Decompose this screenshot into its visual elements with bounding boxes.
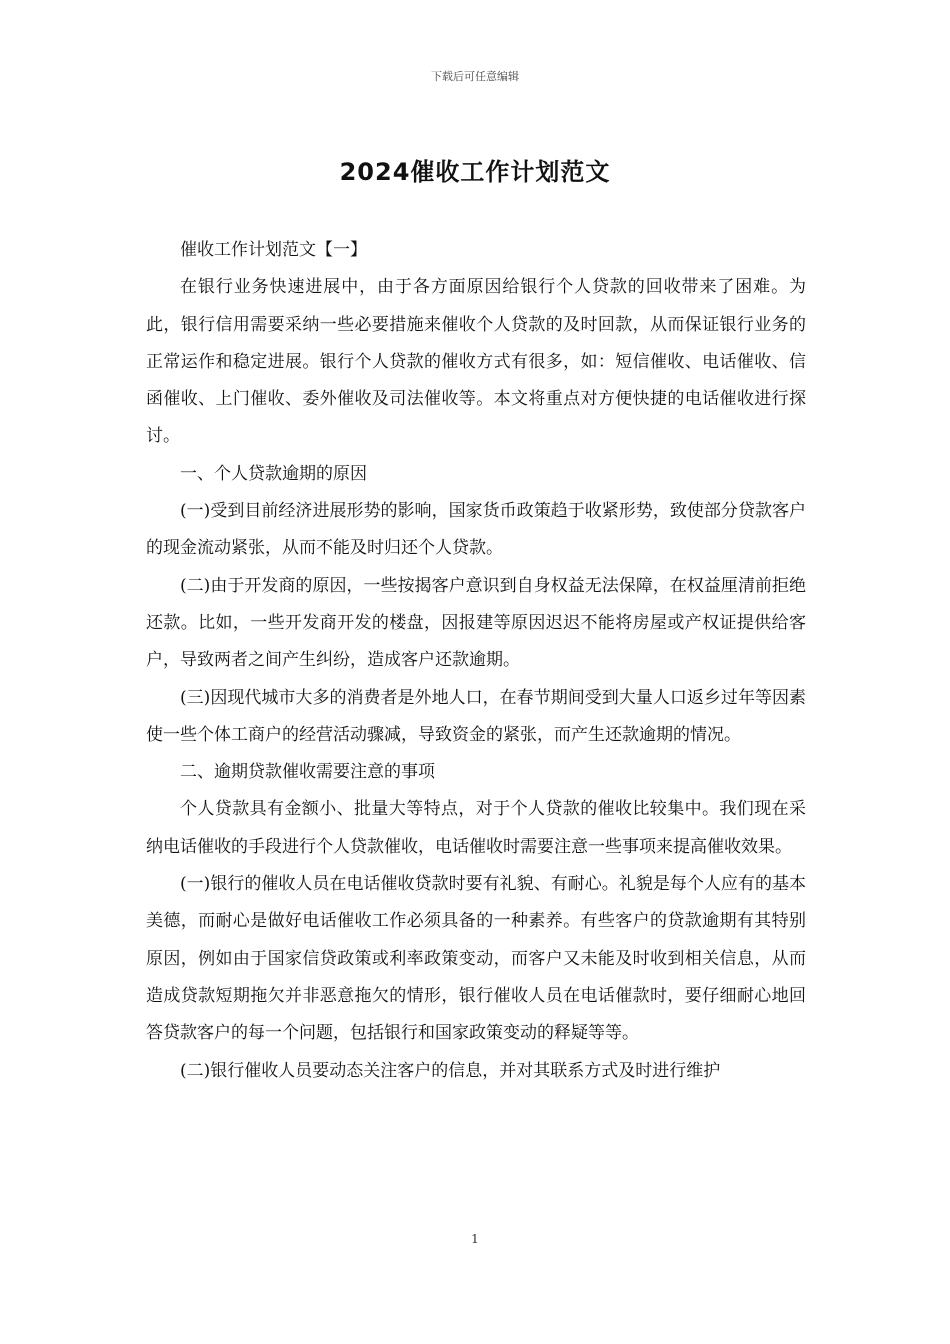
paragraph: 在银行业务快速进展中，由于各方面原因给银行个人贷款的回收带来了困难。为此，银行信用需要采纳一些必要措施来催收个人贷款的及时回款，从而保证银行业务的正常运作和稳定进展。银行个人贷款的催收方式有很多，如：短信催收、电话催收、信函催收、上门催收、委外催收及司法催收等。本文将重点对方便快捷的电话催收进行探讨。 (146, 277, 806, 447)
paragraph: (一)银行的催收人员在电话催收贷款时要有礼貌、有耐心。礼貌是每个人应有的基本美德，而耐心是做好电话催收工作必须具备的一种素养。有些客户的贷款逾期有其特别原因，例如由于国家信贷政策或利率政策变动，而客户又未能及时收到相关信息，从而造成贷款短期拖欠并非恶意拖欠的情形，银行催收人员在电话催款时，要仔细耐心地回答贷款客户的每一个问题，包括银行和国家政策变动的释疑等等。 (146, 874, 806, 1044)
paragraph: (二)由于开发商的原因，一些按揭客户意识到自身权益无法保障，在权益厘清前拒绝还款。比如，一些开发商开发的楼盘，因报建等原因迟迟不能将房屋或产权证提供给客户，导致两者之间产生纠纷，造成客户还款逾期。 (146, 575, 806, 671)
paragraph: (三)因现代城市大多的消费者是外地人口，在春节期间受到大量人口返乡过年等因素使一些个体工商户的经营活动骤减，导致资金的紧张，而产生还款逾期的情况。 (146, 687, 806, 745)
paragraph: 个人贷款具有金额小、批量大等特点，对于个人贷款的催收比较集中。我们现在采纳电话催收的手段进行个人贷款催收，电话催收时需要注意一些事项来提高催收效果。 (146, 799, 806, 857)
section-heading: 一、个人贷款逾期的原因 (180, 463, 367, 484)
paragraph: 催收工作计划范文【一】 (180, 240, 367, 260)
page-number: 1 (471, 1232, 479, 1246)
document-body (146, 232, 806, 1090)
page-header: 下载后可任意编辑 (431, 70, 519, 83)
section-heading: 二、逾期贷款催收需要注意的事项 (180, 762, 435, 783)
paragraph: (一)受到目前经济进展形势的影响，国家货币政策趋于收紧形势，致使部分贷款客户的现金流动紧张，从而不能及时归还个人贷款。 (146, 501, 806, 559)
document-title: 2024催收工作计划范文 (339, 158, 611, 186)
paragraph: (二)银行催收人员要动态关注客户的信息，并对其联系方式及时进行维护 (180, 1060, 721, 1081)
